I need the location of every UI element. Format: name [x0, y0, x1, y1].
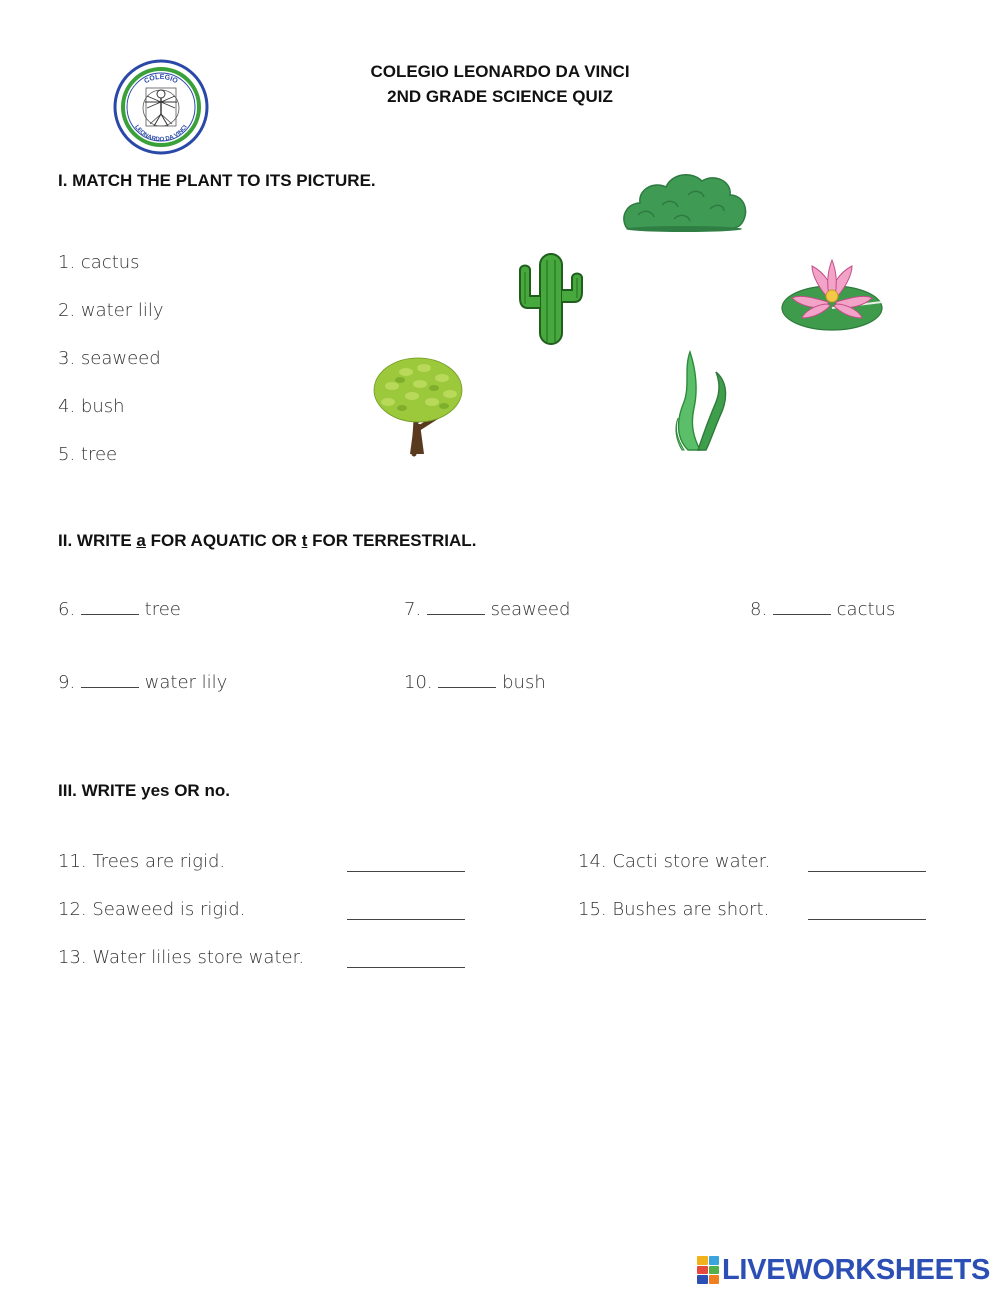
brand-name: LIVEWORKSHEETS — [722, 1254, 991, 1286]
match-item-bush: 4. bush — [58, 396, 125, 417]
svg-text:COLEGIO: COLEGIO — [143, 73, 179, 86]
tree-icon — [362, 350, 474, 460]
answer-blank[interactable] — [438, 686, 496, 688]
classify-item-seaweed: 7. seaweed — [404, 599, 571, 620]
tree-picture[interactable] — [362, 350, 474, 460]
question-water-lilies-store-water: 13. Water lilies store water. — [58, 947, 305, 968]
section2-heading: II. WRITE a FOR AQUATIC OR t FOR TERRESTRIAL. — [58, 531, 477, 550]
match-item-tree: 5. tree — [58, 444, 118, 465]
answer-blank[interactable] — [81, 686, 139, 688]
answer-line[interactable] — [347, 871, 465, 872]
bush-picture[interactable] — [618, 165, 752, 235]
svg-text:LEONARDO DA VINCI: LEONARDO DA VINCI — [133, 124, 189, 144]
match-item-water-lily: 2. water lily — [58, 300, 164, 321]
answer-line[interactable] — [347, 967, 465, 968]
quiz-title: 2ND GRADE SCIENCE QUIZ — [387, 87, 613, 106]
liveworksheets-icon — [697, 1256, 719, 1284]
terrestrial-letter: t — [301, 531, 308, 550]
seaweed-picture[interactable] — [644, 346, 750, 454]
cactus-picture[interactable] — [514, 250, 590, 346]
classify-item-water-lily: 9. water lily — [58, 672, 228, 693]
cactus-icon — [514, 250, 590, 346]
liveworksheets-logo[interactable] — [697, 1254, 990, 1286]
question-bushes-short: 15. Bushes are short. — [578, 899, 770, 920]
answer-line[interactable] — [347, 919, 465, 920]
match-item-seaweed: 3. seaweed — [58, 348, 161, 369]
water-lily-picture[interactable] — [778, 254, 888, 336]
water-lily-icon — [778, 254, 888, 336]
question-cacti-store-water: 14. Cacti store water. — [578, 851, 771, 872]
match-item-cactus: 1. cactus — [58, 252, 140, 273]
answer-line[interactable] — [808, 871, 926, 872]
classify-item-cactus: 8. cactus — [750, 599, 896, 620]
answer-blank[interactable] — [773, 613, 831, 615]
classify-item-tree: 6. tree — [58, 599, 181, 620]
aquatic-letter: a — [136, 531, 146, 550]
answer-blank[interactable] — [427, 613, 485, 615]
school-name: COLEGIO LEONARDO DA VINCI — [370, 62, 630, 81]
question-trees-rigid: 11. Trees are rigid. — [58, 851, 226, 872]
question-seaweed-rigid: 12. Seaweed is rigid. — [58, 899, 246, 920]
seaweed-icon — [644, 346, 750, 454]
section1-heading: I. MATCH THE PLANT TO ITS PICTURE. — [58, 171, 376, 190]
bush-icon — [618, 165, 752, 235]
classify-item-bush: 10. bush — [404, 672, 546, 693]
section3-heading: III. WRITE yes OR no. — [58, 781, 230, 800]
answer-blank[interactable] — [81, 613, 139, 615]
answer-line[interactable] — [808, 919, 926, 920]
